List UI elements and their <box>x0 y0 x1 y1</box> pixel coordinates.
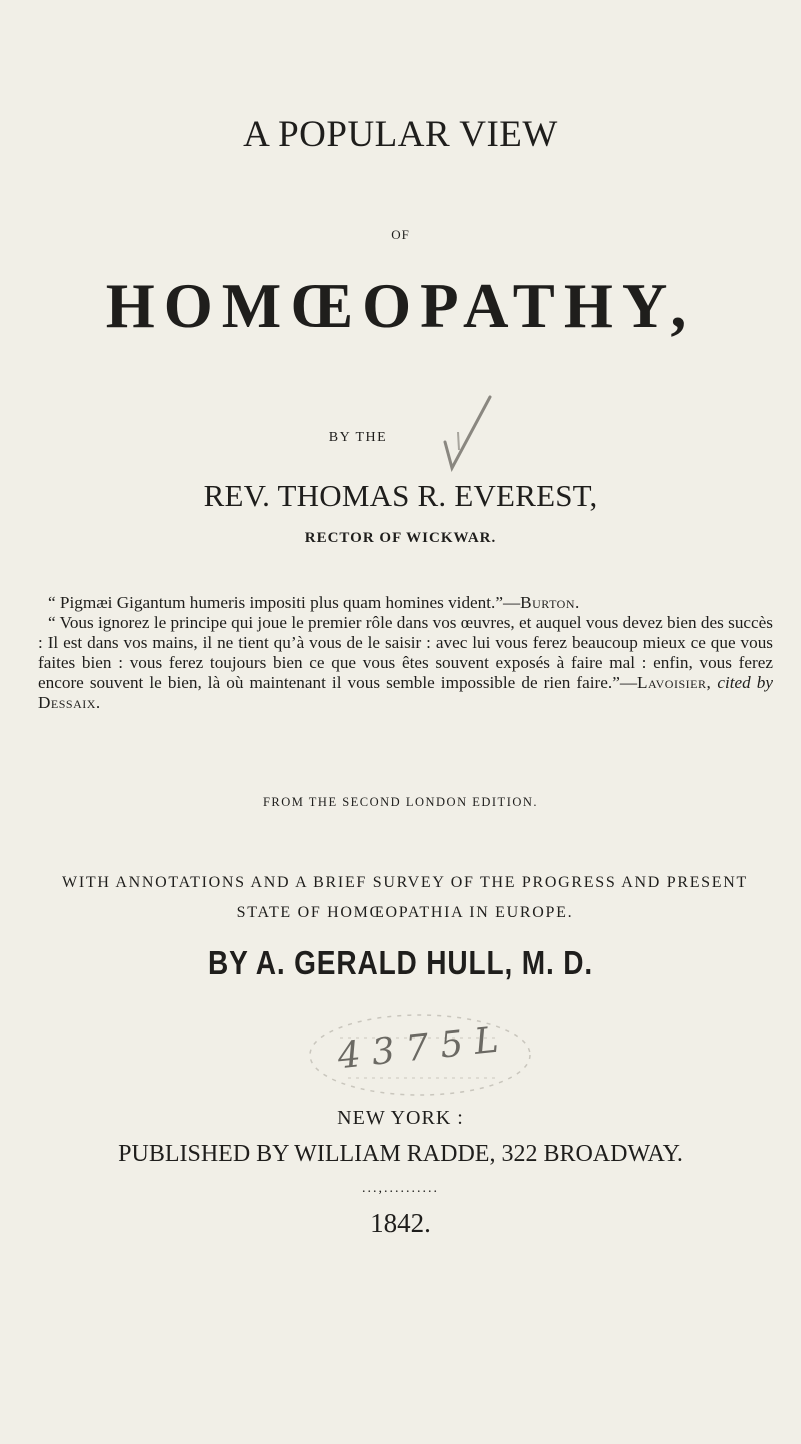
editor-line: BY A. GERALD HULL, M. D. <box>207 944 594 981</box>
title-line-of: OF <box>391 227 410 242</box>
epigraph-cited-by: cited by <box>717 673 774 692</box>
epigraphs <box>38 593 773 713</box>
author-name: REV. THOMAS R. EVEREST, <box>203 478 598 513</box>
author-position: RECTOR OF WICKWAR. <box>304 530 497 546</box>
imprint-rule: ...,.......... <box>362 1181 439 1196</box>
title-homoeopathy: HOMŒOPATHY, <box>105 271 696 341</box>
imprint-year: 1842. <box>370 1208 431 1238</box>
edition-note: FROM THE SECOND LONDON EDITION. <box>262 795 539 809</box>
pencil-check-mark <box>440 392 500 472</box>
epigraph-burton <box>38 593 773 613</box>
epigraph-burton-text: “ Pigmæi Gigantum humeris impositi plus quam homines vident.”— <box>48 593 521 612</box>
by-the-label: BY THE <box>328 430 388 445</box>
epigraph-burton-attribution: Burton. <box>520 593 580 612</box>
imprint-publisher: PUBLISHED BY WILLIAM RADDE, 322 BROADWAY. <box>118 1141 683 1167</box>
handwritten-shelfmark: 4 3 7 5 L <box>335 1019 501 1078</box>
annotations-note: WITH ANNOTATIONS AND A BRIEF SURVEY OF THE PROGRESS AND PRESENT STATE OF HOMŒOPATHIA IN EUROPE. <box>62 874 748 921</box>
epigraph-lavoisier-attribution: Lavoisier, <box>637 673 712 692</box>
epigraph-lavoisier <box>38 613 773 713</box>
epigraph-dessaix: Dessaix. <box>38 693 101 712</box>
title-line-popular-view: A POPULAR VIEW <box>243 114 558 155</box>
epigraph-lavoisier-text: “ Vous ignorez le principe qui joue le premier rôle dans vos œuvres, et auquel vous devez bien des succès : Il est dans vos mains, il ne tient qu’à vous de le saisir : avec lui vous ferez beaucoup mieux ce que vous faites bien : vous ferez toujours bien ce que vous êtes souvent exposés à faire mal : enfin, vous ferez encore souvent le bien, là où maintenant il vous semble impossible de rien faire.”— <box>38 613 773 692</box>
imprint-city: NEW YORK : <box>337 1107 464 1129</box>
